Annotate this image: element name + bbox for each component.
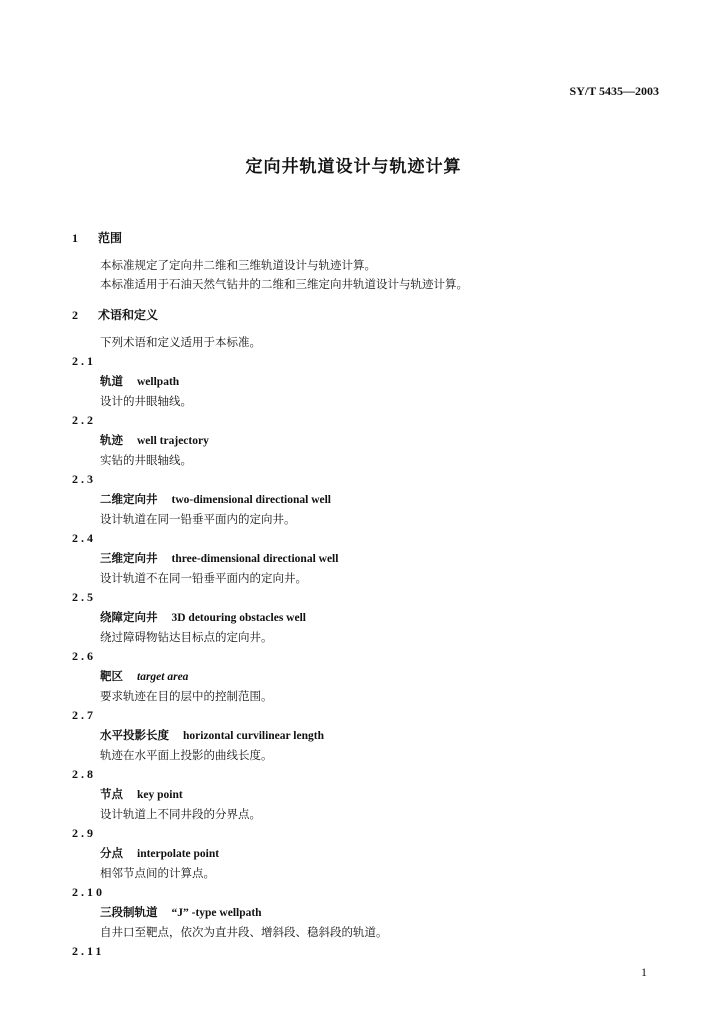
section-number: 1: [72, 231, 78, 245]
term-number: 2.9: [72, 826, 96, 840]
term-title: [72, 430, 662, 451]
section-title: 范围: [98, 231, 123, 245]
term-entry: [72, 588, 662, 647]
term-title: [72, 725, 662, 746]
term-en: key point: [137, 789, 183, 801]
term-entry: [72, 647, 662, 706]
term-en: horizontal curvilinear length: [183, 730, 324, 742]
standard-code: SY/T 5435—2003: [569, 84, 659, 98]
term-definition: 轨迹在水平面上投影的曲线长度。: [100, 748, 273, 762]
term-number: 2.3: [72, 472, 96, 486]
term-zh: 分点: [100, 846, 123, 860]
term-definition: 设计的井眼轴线。: [100, 394, 192, 408]
document-body: [72, 226, 662, 961]
term-entry: [72, 352, 662, 411]
term-zh: 节点: [100, 787, 123, 801]
term-zh: 绕障定向井: [100, 610, 158, 624]
term-definition: 绕过障碍物钻达目标点的定向井。: [100, 630, 273, 644]
term-entry: [72, 765, 662, 824]
term-number: 2.5: [72, 590, 96, 604]
term-zh: 水平投影长度: [100, 728, 169, 742]
term-en: three-dimensional directional well: [171, 553, 339, 565]
term-definition: 设计轨道上不同井段的分界点。: [100, 807, 261, 821]
term-title: [72, 489, 662, 510]
term-zh: 轨迹: [100, 433, 123, 447]
term-number: 2.10: [72, 885, 105, 899]
term-definition: 实钻的井眼轴线。: [100, 453, 192, 467]
term-definition: 设计轨道在同一铅垂平面内的定向井。: [100, 512, 296, 526]
term-number: 2.8: [72, 767, 96, 781]
term-entry: [72, 470, 662, 529]
term-zh: 靶区: [100, 669, 123, 683]
term-number: 2.6: [72, 649, 96, 663]
term-title: [72, 666, 662, 687]
section-1-heading: [72, 226, 662, 250]
term-number: 2.11: [72, 944, 105, 958]
term-zh: 二维定向井: [100, 492, 158, 506]
term-entry: [72, 706, 662, 765]
term-title: [72, 902, 662, 923]
term-number: 2.4: [72, 531, 96, 545]
page-number: 1: [641, 965, 647, 979]
term-en: target area: [137, 671, 189, 683]
term-title: [72, 784, 662, 805]
term-title: [72, 548, 662, 569]
term-title: [72, 607, 662, 628]
paragraph: 本标准规定了定向井二维和三维轨道设计与轨迹计算。: [100, 258, 376, 272]
section-number: 2: [72, 308, 78, 322]
paragraph: 下列术语和定义适用于本标准。: [100, 335, 261, 349]
term-en: two-dimensional directional well: [171, 494, 332, 506]
term-en: wellpath: [137, 376, 180, 388]
term-definition: 自井口至靶点，依次为直井段、增斜段、稳斜段的轨道。: [100, 925, 388, 939]
term-definition: 要求轨迹在目的层中的控制范围。: [100, 689, 273, 703]
term-en: well trajectory: [137, 435, 209, 447]
term-entry: [72, 529, 662, 588]
term-en: interpolate point: [137, 848, 220, 860]
term-entry: [72, 824, 662, 883]
term-en: 3D detouring obstacles well: [171, 612, 306, 624]
term-number: 2.7: [72, 708, 96, 722]
term-zh: 轨道: [100, 374, 123, 388]
section-title: 术语和定义: [98, 308, 159, 322]
term-definition: 设计轨道不在同一铅垂平面内的定向井。: [100, 571, 307, 585]
term-entry: [72, 411, 662, 470]
term-title: [72, 371, 662, 392]
term-number: 2.1: [72, 354, 96, 368]
document-title: 定向井轨道设计与轨迹计算: [245, 157, 462, 177]
term-number: 2.2: [72, 413, 96, 427]
term-definition: 相邻节点间的计算点。: [100, 866, 215, 880]
section-2-heading: [72, 303, 662, 327]
term-entry: [72, 883, 662, 942]
term-title: [72, 843, 662, 864]
paragraph: 本标准适用于石油天然气钻井的二维和三维定向井轨道设计与轨迹计算。: [100, 277, 468, 291]
term-zh: 三维定向井: [100, 551, 158, 565]
term-en: “J” -type wellpath: [171, 907, 262, 919]
term-zh: 三段制轨道: [100, 905, 158, 919]
